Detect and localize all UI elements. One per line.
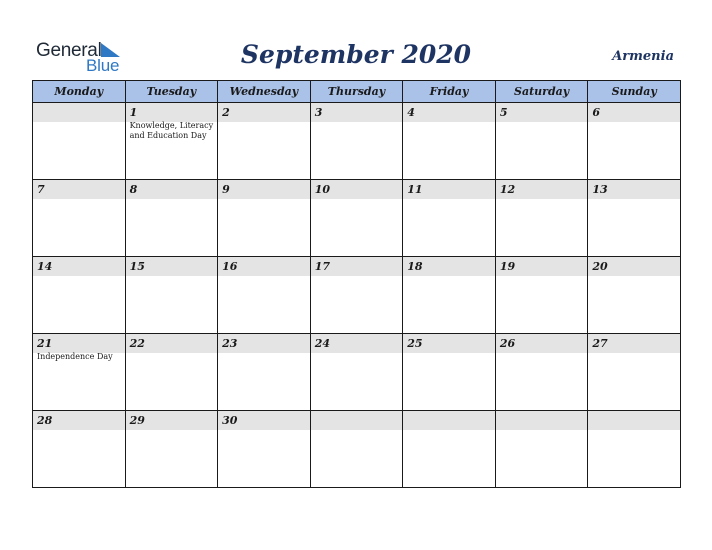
day-number: 14 xyxy=(33,257,125,276)
day-number: 7 xyxy=(33,180,125,199)
day-cell xyxy=(125,411,218,488)
day-cell xyxy=(588,103,681,180)
day-number: 20 xyxy=(588,257,680,276)
day-number: 13 xyxy=(588,180,680,199)
day-number: 21 xyxy=(33,334,125,353)
day-number: 8 xyxy=(126,180,218,199)
day-cell xyxy=(125,180,218,257)
month-calendar-grid xyxy=(32,80,681,488)
weekday-header: Thursday xyxy=(310,81,403,103)
day-cell xyxy=(310,180,403,257)
day-number xyxy=(496,411,588,430)
day-number: 6 xyxy=(588,103,680,122)
week-row xyxy=(33,103,681,180)
day-number: 3 xyxy=(311,103,403,122)
day-number: 9 xyxy=(218,180,310,199)
weekday-header: Sunday xyxy=(588,81,681,103)
holiday-label: Knowledge, Literacy and Education Day xyxy=(129,121,214,140)
day-cell xyxy=(403,411,496,488)
day-cell xyxy=(218,180,311,257)
weekday-header: Wednesday xyxy=(218,81,311,103)
day-number: 1 xyxy=(126,103,218,122)
day-number: 25 xyxy=(403,334,495,353)
calendar-title: September 2020 xyxy=(240,40,472,69)
generalblue-logo xyxy=(36,40,126,74)
day-number: 18 xyxy=(403,257,495,276)
logo-text-general: General xyxy=(36,40,102,61)
day-cell xyxy=(33,103,126,180)
day-number: 4 xyxy=(403,103,495,122)
day-cell xyxy=(33,257,126,334)
day-cell xyxy=(125,103,218,180)
day-cell xyxy=(218,257,311,334)
day-cell xyxy=(310,411,403,488)
day-number: 17 xyxy=(311,257,403,276)
day-cell xyxy=(310,257,403,334)
weekday-header: Friday xyxy=(403,81,496,103)
weekday-header: Monday xyxy=(33,81,126,103)
day-cell xyxy=(495,411,588,488)
calendar-body xyxy=(33,103,681,488)
day-number: 27 xyxy=(588,334,680,353)
day-cell xyxy=(218,103,311,180)
day-cell xyxy=(310,103,403,180)
day-cell xyxy=(403,180,496,257)
day-cell xyxy=(495,180,588,257)
day-cell xyxy=(33,334,126,411)
day-number: 16 xyxy=(218,257,310,276)
country-label: Armenia xyxy=(612,49,674,64)
day-cell xyxy=(588,334,681,411)
day-number: 2 xyxy=(218,103,310,122)
week-row xyxy=(33,180,681,257)
week-row xyxy=(33,257,681,334)
weekday-header-row xyxy=(33,81,681,103)
day-cell xyxy=(125,257,218,334)
day-number: 29 xyxy=(126,411,218,430)
day-number: 5 xyxy=(496,103,588,122)
day-number: 10 xyxy=(311,180,403,199)
weekday-header: Saturday xyxy=(495,81,588,103)
day-cell xyxy=(588,411,681,488)
day-cell xyxy=(218,411,311,488)
week-row xyxy=(33,334,681,411)
day-cell xyxy=(495,334,588,411)
day-number: 24 xyxy=(311,334,403,353)
day-number: 19 xyxy=(496,257,588,276)
day-number xyxy=(311,411,403,430)
holiday-label: Independence Day xyxy=(37,352,113,361)
week-row xyxy=(33,411,681,488)
day-cell xyxy=(588,257,681,334)
day-cell xyxy=(403,257,496,334)
weekday-header: Tuesday xyxy=(125,81,218,103)
day-number: 11 xyxy=(403,180,495,199)
day-cell xyxy=(125,334,218,411)
day-number: 23 xyxy=(218,334,310,353)
day-number xyxy=(588,411,680,430)
day-number: 26 xyxy=(496,334,588,353)
day-cell xyxy=(218,334,311,411)
day-cell xyxy=(403,334,496,411)
logo-text-blue: Blue xyxy=(86,56,120,75)
day-number: 22 xyxy=(126,334,218,353)
day-cell xyxy=(403,103,496,180)
day-cell xyxy=(33,180,126,257)
day-cell xyxy=(495,103,588,180)
day-cell xyxy=(33,411,126,488)
day-number: 28 xyxy=(33,411,125,430)
day-number: 30 xyxy=(218,411,310,430)
day-cell xyxy=(495,257,588,334)
day-number xyxy=(33,103,125,122)
day-number xyxy=(403,411,495,430)
day-number: 12 xyxy=(496,180,588,199)
day-cell xyxy=(310,334,403,411)
day-cell xyxy=(588,180,681,257)
day-number: 15 xyxy=(126,257,218,276)
